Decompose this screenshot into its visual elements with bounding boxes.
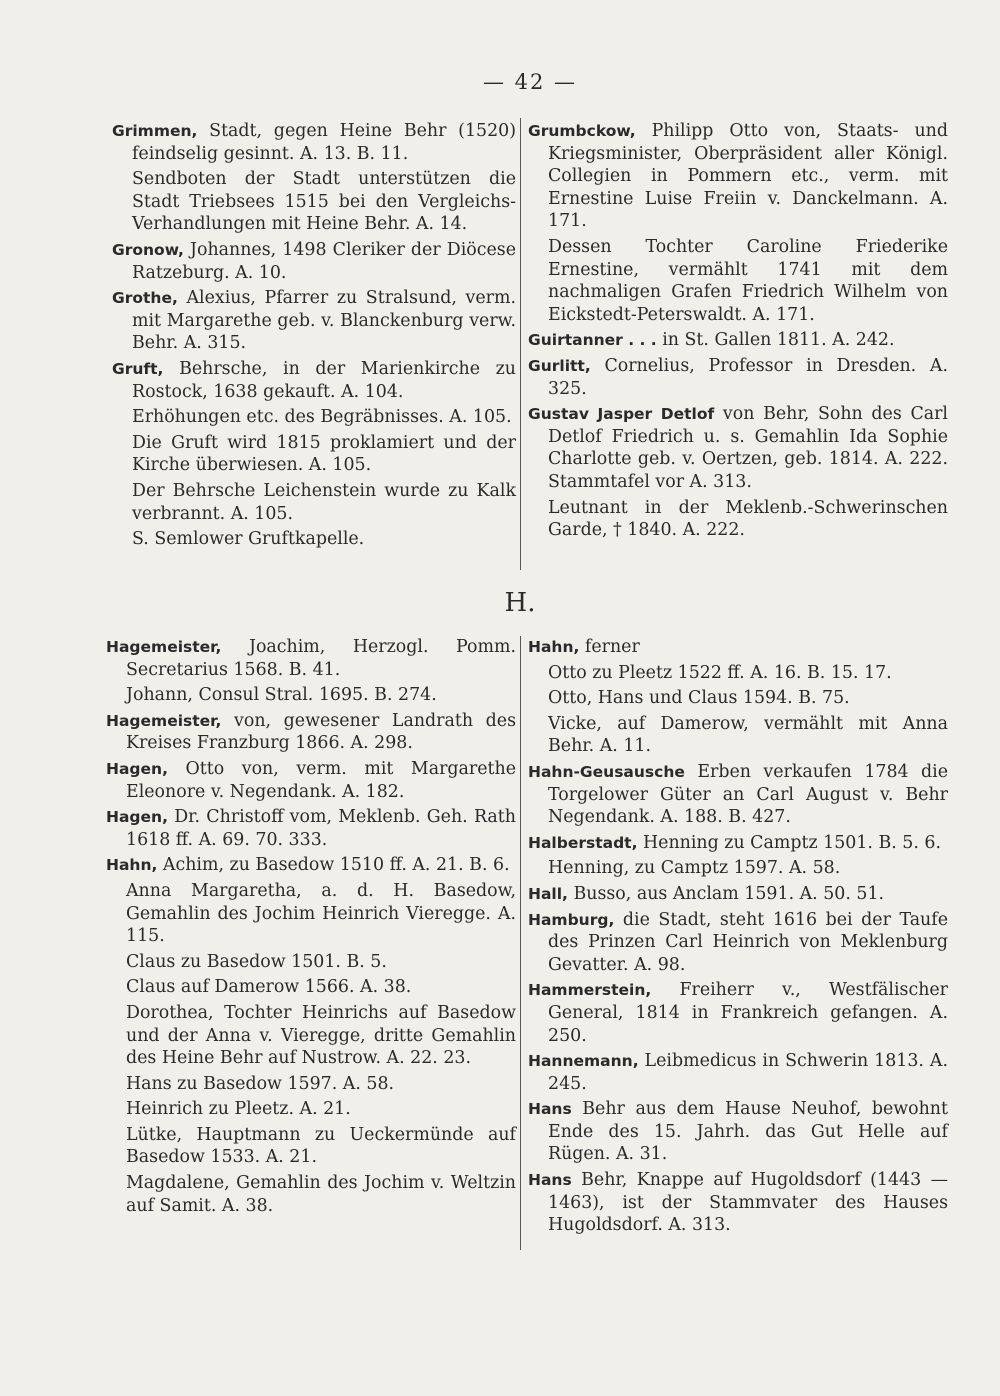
entry-text: Der Behrsche Leichenstein wurde zu Kalk verbrannt. A. 105. [132,480,516,524]
index-subentry [528,236,948,326]
index-entry [528,761,948,829]
entry-text: Freiherr v., Westfälischer General, 1814 in Frankreich gefangen. A. 250. [548,980,948,1046]
index-entry [106,636,516,681]
index-subentry [106,1124,516,1169]
index-entry [106,806,516,851]
index-entry [528,1169,948,1237]
entry-keyword: Hagen, [106,759,168,778]
entry-text: Busso, aus Anclam 1591. A. 50. 51. [567,883,885,904]
entry-text: Die Gruft wird 1815 proklamiert und der Kirche überwiesen. A. 105. [132,432,516,476]
entry-keyword: Hans [528,1171,572,1190]
entry-keyword: Hammerstein, [528,981,652,1000]
entry-text: Behrsche, in der Marienkirche zu Rostock, 1638 gekauft. A. 104. [132,358,516,402]
index-subentry [112,528,516,551]
entry-text: von Behr, Sohn des Carl Detlof Friedrich u. s. Gemahlin Ida Sophie Charlotte geb. v. Oertzen, geb. 1814. A. 222. Stammtafel vor A. 313. [548,404,948,492]
entry-keyword: Gurlitt, [528,356,591,375]
entry-text: Henning, zu Camptz 1597. A. 58. [548,858,841,879]
entry-keyword: Hagemeister, [106,638,222,656]
entry-text: Behr aus dem Hause Neuhof, bewohnt Ende des 15. Jahrh. das Gut Helle auf Rügen. A. 31. [548,1099,948,1165]
index-entry [528,355,948,400]
column-divider-top [520,118,521,570]
entry-keyword: Hahn-Geusausche [528,762,685,781]
index-entry [528,883,948,906]
index-entry [528,636,948,659]
index-subentry [112,168,516,236]
index-subentry [528,857,948,880]
index-subentry [106,1002,516,1070]
entry-text: Achim, zu Basedow 1510 ff. A. 21. B. 6. [157,855,510,876]
index-entry [112,239,516,284]
index-entry [528,329,948,352]
entry-text: in St. Gallen 1811. A. 242. [656,330,895,351]
section-heading: H. [504,588,536,618]
entry-keyword: Hans [528,1100,572,1119]
entry-text: Otto von, verm. mit Margarethe Eleonore v. Negendank. A. 182. [126,758,516,802]
entry-text: Vicke, auf Damerow, vermählt mit Anna Behr. A. 11. [548,713,948,757]
index-subentry [112,480,516,525]
entry-text: von, gewesener Landrath des Kreises Franzburg 1866. A. 298. [126,710,516,754]
index-subentry [106,1172,516,1217]
index-entry [106,710,516,755]
column-1 [112,120,516,554]
entry-text: S. Semlower Gruftkapelle. [132,529,365,550]
entry-text: Erben verkaufen 1784 die Torgelower Güter an Carl August v. Behr Negendank. A. 188. B. 427. [548,761,948,828]
entry-keyword: Halberstadt, [528,833,638,852]
entry-text: Johann, Consul Stral. 1695. B. 274. [126,685,437,706]
column-4 [528,636,948,1240]
index-subentry [106,684,516,707]
entry-text: Philipp Otto von, Staats- und Kriegsminister, Oberpräsident aller Königl. Collegien in Pommern etc., verm. mit Ernestine Luise Freiin v. Danckelmann. A. 171. [548,121,948,232]
entry-text: Heinrich zu Pleetz. A. 21. [126,1099,351,1120]
entry-text: Magdalene, Gemahlin des Jochim v. Weltzin auf Samit. A. 38. [126,1173,516,1216]
index-entry [112,287,516,355]
column-3 [106,636,516,1220]
entry-keyword: Gruft, [112,359,164,378]
index-entry [112,358,516,403]
index-subentry [528,713,948,758]
page-number: — 42 — [482,70,578,94]
entry-text: Johannes, 1498 Cleriker der Diöcese Ratzeburg. A. 10. [132,239,516,283]
entry-keyword: Guirtanner . . . [528,331,657,350]
column-divider-bottom [520,636,521,1250]
index-subentry [106,1073,516,1096]
entry-text: Lütke, Hauptmann zu Ueckermünde auf Basedow 1533. A. 21. [126,1124,516,1168]
index-entry [528,1098,948,1166]
entry-keyword: Hagen, [106,808,168,827]
index-subentry [106,951,516,974]
entry-text: Dr. Christoff vom, Meklenb. Geh. Rath 1618 ff. A. 69. 70. 333. [126,807,516,850]
index-entry [528,120,948,233]
entry-keyword: Hall, [528,884,568,903]
entry-text: Dorothea, Tochter Heinrichs auf Basedow und der Anna v. Vieregge, dritte Gemahlin des Heine Behr auf Nustrow. A. 22. 23. [126,1002,516,1069]
index-subentry [112,432,516,477]
entry-keyword: Gustav Jasper Detlof [528,405,715,424]
entry-keyword: Hahn, [528,638,580,656]
index-entry [112,120,516,165]
entry-text: Leutnant in der Meklenb.-Schwerinschen Garde, † 1840. A. 222. [548,497,948,541]
entry-text: Cornelius, Professor in Dresden. A. 325. [548,355,948,399]
entry-text: Behr, Knappe auf Hugoldsdorf (1443 —1463), ist der Stammvater des Hauses Hugoldsdorf. A. 313. [548,1170,948,1236]
index-subentry [528,662,948,685]
entry-text: die Stadt, steht 1616 bei der Taufe des Prinzen Carl Heinrich von Meklenburg Gevatter. A. 98. [548,909,948,975]
entry-keyword: Hamburg, [528,910,615,929]
entry-text: Stadt, gegen Heine Behr (1520) feindselig gesinnt. A. 13. B. 11. [132,121,516,164]
index-subentry [106,1098,516,1121]
entry-keyword: Grimmen, [112,122,198,140]
entry-keyword: Grumbckow, [528,122,636,140]
index-entry [528,832,948,855]
entry-text: Otto, Hans und Claus 1594. B. 75. [548,688,850,709]
index-entry [106,758,516,803]
entry-text: Claus auf Damerow 1566. A. 38. [126,977,412,998]
entry-text: ferner [579,637,640,657]
entry-text: Dessen Tochter Caroline Friederike Ernestine, vermählt 1741 mit dem nachmaligen Grafen Friedrich Wilhelm von Eickstedt-Peterswaldt. A. 171. [548,236,948,325]
entry-text: Hans zu Basedow 1597. A. 58. [126,1073,395,1094]
index-entry [528,1050,948,1095]
entry-keyword: Hagemeister, [106,711,222,730]
index-subentry [106,880,516,948]
entry-text: Joachim, Herzogl. Pomm. Secretarius 1568. B. 41. [126,637,516,680]
entry-keyword: Hannemann, [528,1052,639,1071]
entry-keyword: Hahn, [106,856,158,875]
entry-text: Anna Margaretha, a. d. H. Basedow, Gemahlin des Jochim Heinrich Vieregge. A. 115. [126,880,516,947]
index-entry [106,854,516,877]
index-subentry [528,497,948,542]
index-entry [528,403,948,493]
index-subentry [112,406,516,429]
index-entry [528,909,948,977]
entry-text: Erhöhungen etc. des Begräbnisses. A. 105. [132,407,512,428]
index-subentry [528,687,948,710]
index-subentry [106,976,516,999]
entry-text: Claus zu Basedow 1501. B. 5. [126,951,387,972]
entry-text: Alexius, Pfarrer zu Stralsund, verm. mit Margarethe geb. v. Blanckenburg verw. Behr. A. 315. [132,288,516,354]
entry-keyword: Gronow, [112,240,184,259]
index-entry [528,979,948,1047]
entry-text: Henning zu Camptz 1501. B. 5. 6. [637,832,942,853]
entry-keyword: Grothe, [112,289,178,308]
entry-text: Otto zu Pleetz 1522 ff. A. 16. B. 15. 17. [548,662,892,683]
entry-text: Leibmedicus in Schwerin 1813. A. 245. [548,1051,948,1094]
column-2 [528,120,948,545]
entry-text: Sendboten der Stadt unterstützen die Stadt Triebsees 1515 bei den Vergleichs-Verhandlungen mit Heine Behr. A. 14. [132,169,516,235]
